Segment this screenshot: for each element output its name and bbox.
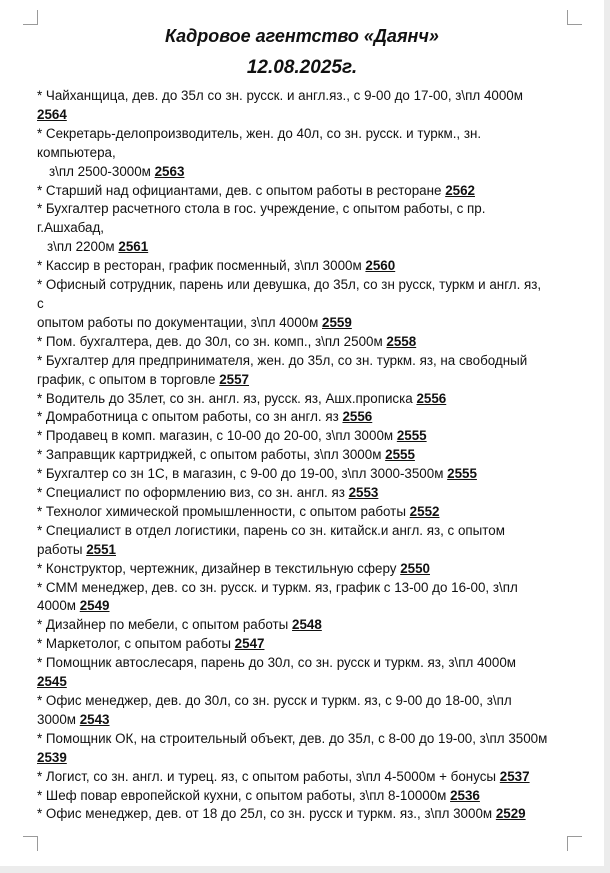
vacancy-code: 2559 bbox=[322, 314, 352, 330]
text-line bbox=[37, 200, 587, 219]
line-text: опытом работы по документации, з\пл 4000м bbox=[37, 314, 323, 330]
text-line bbox=[37, 182, 587, 201]
text-line bbox=[37, 125, 587, 144]
text-line bbox=[37, 257, 587, 276]
line-text: * Заправщик картриджей, с опытом работы, з\пл 3000м bbox=[37, 447, 386, 463]
text-line bbox=[37, 390, 587, 409]
text-line bbox=[37, 522, 587, 541]
line-text: * Домработница с опытом работы, со зн англ. яз bbox=[37, 409, 343, 425]
text-line bbox=[37, 465, 587, 484]
text-line bbox=[37, 692, 587, 711]
text-line bbox=[37, 352, 587, 371]
vacancy-code: 2561 bbox=[118, 239, 149, 255]
text-line bbox=[37, 238, 587, 257]
line-text: * Кассир в ресторан, график посменный, з\пл 3000м bbox=[37, 258, 366, 274]
vacancy-code: 2555 bbox=[447, 466, 477, 482]
line-text: * Продавец в комп. магазин, с 10-00 до 20-00, з\пл 3000м bbox=[37, 428, 397, 444]
line-text: * Офис менеджер, дев. до 30л, со зн. русск и туркм. яз, с 9-00 до 18-00, з\пл bbox=[37, 693, 512, 708]
vacancy-code: 2556 bbox=[416, 390, 447, 406]
text-line bbox=[37, 673, 587, 692]
text-line bbox=[37, 484, 587, 503]
vacancy-code: 2563 bbox=[154, 163, 185, 179]
text-line bbox=[37, 371, 587, 390]
line-text: * Офисный сотрудник, парень или девушка, до 35л, со зн русск, туркм и англ. яз, bbox=[37, 277, 542, 293]
line-text: * Дизайнер по мебели, с опытом работы bbox=[37, 617, 293, 633]
line-text: * Технолог химической промышленности, с опытом работы bbox=[37, 503, 410, 519]
line-text: компьютера, bbox=[37, 144, 116, 160]
line-text: з\пл 2200м bbox=[47, 239, 119, 255]
line-text: * Старший над официантами, дев. с опытом работы в ресторане bbox=[37, 182, 446, 198]
line-text: 3000м bbox=[37, 711, 80, 727]
line-text: с bbox=[37, 295, 44, 311]
text-line bbox=[37, 106, 587, 125]
text-line bbox=[37, 635, 587, 654]
line-text: * Чайханщица, дев. до 35л со зн. русск. и англ.яз., с 9-00 до 17-00, з\пл 4000м bbox=[37, 88, 523, 103]
line-text: * Логист, со зн. англ. и турец. яз, с опытом работы, з\пл 4-5000м + бонусы bbox=[37, 768, 500, 784]
vacancy-code: 2555 bbox=[385, 447, 415, 463]
vacancy-code: 2529 bbox=[495, 806, 526, 822]
text-line bbox=[37, 616, 587, 635]
text-line bbox=[37, 654, 587, 673]
text-line bbox=[37, 87, 587, 106]
line-text: * Пом. бухгалтера, дев. до 30л, со зн. комп., з\пл 2500м bbox=[37, 333, 387, 349]
vacancy-code: 2545 bbox=[37, 674, 67, 690]
agency-title: Кадровое агентство «Даянч» bbox=[165, 26, 439, 46]
line-text: * СММ менеджер, дев. со зн. русск. и туркм. яз, график с 13-00 до 16-00, з\пл bbox=[37, 579, 518, 595]
text-line bbox=[37, 805, 587, 824]
text-line bbox=[37, 787, 587, 806]
line-text: * Водитель до 35лет, со зн. англ. яз, русск. яз, Ашх.прописка bbox=[37, 390, 417, 406]
vacancy-code: 2560 bbox=[365, 258, 396, 274]
line-text: * Специалист по оформлению виз, со зн. англ. яз bbox=[37, 485, 349, 501]
vacancy-code: 2549 bbox=[79, 598, 110, 614]
document-date: 12.08.2025г. bbox=[246, 57, 358, 78]
line-text: г.Ашхабад, bbox=[37, 220, 104, 236]
vacancy-code: 2550 bbox=[400, 560, 430, 576]
crop-mark-top-right bbox=[567, 10, 582, 25]
line-text: * Бухгалтер для предпринимателя, жен. до 35л, со зн. туркм. яз, на свободный bbox=[37, 352, 528, 368]
vacancy-code: 2552 bbox=[409, 503, 440, 519]
line-text: * Конструктор, чертежник, дизайнер в текстильную сферу bbox=[37, 560, 401, 576]
vacancy-code: 2557 bbox=[219, 371, 250, 387]
text-line bbox=[37, 541, 587, 560]
crop-mark-bottom-left bbox=[23, 836, 38, 851]
text-line bbox=[37, 408, 587, 427]
text-line bbox=[37, 446, 587, 465]
text-line bbox=[37, 295, 587, 314]
vacancy-code: 2564 bbox=[37, 106, 67, 122]
line-text: график, с опытом в торговле bbox=[37, 371, 220, 387]
vacancy-code: 2562 bbox=[445, 182, 475, 198]
text-line bbox=[37, 597, 587, 616]
text-line bbox=[37, 333, 587, 352]
vacancy-code: 2536 bbox=[450, 787, 480, 803]
text-line bbox=[37, 144, 587, 163]
text-line bbox=[37, 503, 587, 522]
vacancy-code: 2558 bbox=[386, 333, 417, 349]
line-text: * Офис менеджер, дев. от 18 до 25л, со зн. русск и туркм. яз., з\пл 3000м bbox=[37, 806, 496, 822]
line-text: 4000м bbox=[37, 598, 80, 614]
text-line bbox=[37, 276, 587, 295]
line-text: работы bbox=[37, 541, 87, 557]
vacancy-code: 2556 bbox=[342, 409, 373, 425]
vacancy-code: 2555 bbox=[396, 428, 427, 444]
vacancy-list bbox=[37, 87, 587, 824]
vacancy-code: 2551 bbox=[86, 541, 116, 557]
vacancy-code: 2547 bbox=[234, 636, 265, 652]
text-line bbox=[37, 219, 587, 238]
crop-mark-bottom-right bbox=[567, 836, 582, 851]
text-line bbox=[37, 427, 587, 446]
text-line bbox=[37, 579, 587, 598]
line-text: * Помощник автослесаря, парень до 30л, со зн. русск и туркм. яз, з\пл 4000м bbox=[37, 655, 516, 671]
vacancy-code: 2539 bbox=[37, 749, 67, 765]
text-line bbox=[37, 163, 587, 182]
crop-mark-top-left bbox=[23, 10, 38, 25]
line-text: * Бухгалтер со зн 1С, в магазин, с 9-00 до 19-00, з\пл 3000-3500м bbox=[37, 466, 448, 482]
text-line bbox=[37, 730, 587, 749]
line-text: * Шеф повар европейской кухни, с опытом работы, з\пл 8-10000м bbox=[37, 787, 451, 803]
vacancy-code: 2543 bbox=[79, 711, 110, 727]
text-line bbox=[37, 314, 587, 333]
line-text: * Маркетолог, с опытом работы bbox=[37, 636, 235, 652]
line-text: з\пл 2500-3000м bbox=[49, 163, 155, 179]
line-text: * Специалист в отдел логистики, парень со зн. китайск.и англ. яз, с опытом bbox=[37, 522, 505, 538]
vacancy-code: 2553 bbox=[348, 485, 379, 501]
line-text: * Секретарь-делопроизводитель, жен. до 40л, со зн. русск. и туркм., зн. bbox=[37, 125, 482, 141]
text-line bbox=[37, 711, 587, 730]
text-line bbox=[37, 749, 587, 768]
vacancy-code: 2548 bbox=[292, 617, 322, 633]
text-line bbox=[37, 560, 587, 579]
vacancy-code: 2537 bbox=[499, 768, 530, 784]
text-line bbox=[37, 768, 587, 787]
line-text: * Помощник ОК, на строительный объект, дев. до 35л, с 8-00 до 19-00, з\пл 3500м bbox=[37, 730, 548, 746]
line-text: * Бухгалтер расчетного стола в гос. учреждение, с опытом работы, с пр. bbox=[37, 201, 486, 217]
